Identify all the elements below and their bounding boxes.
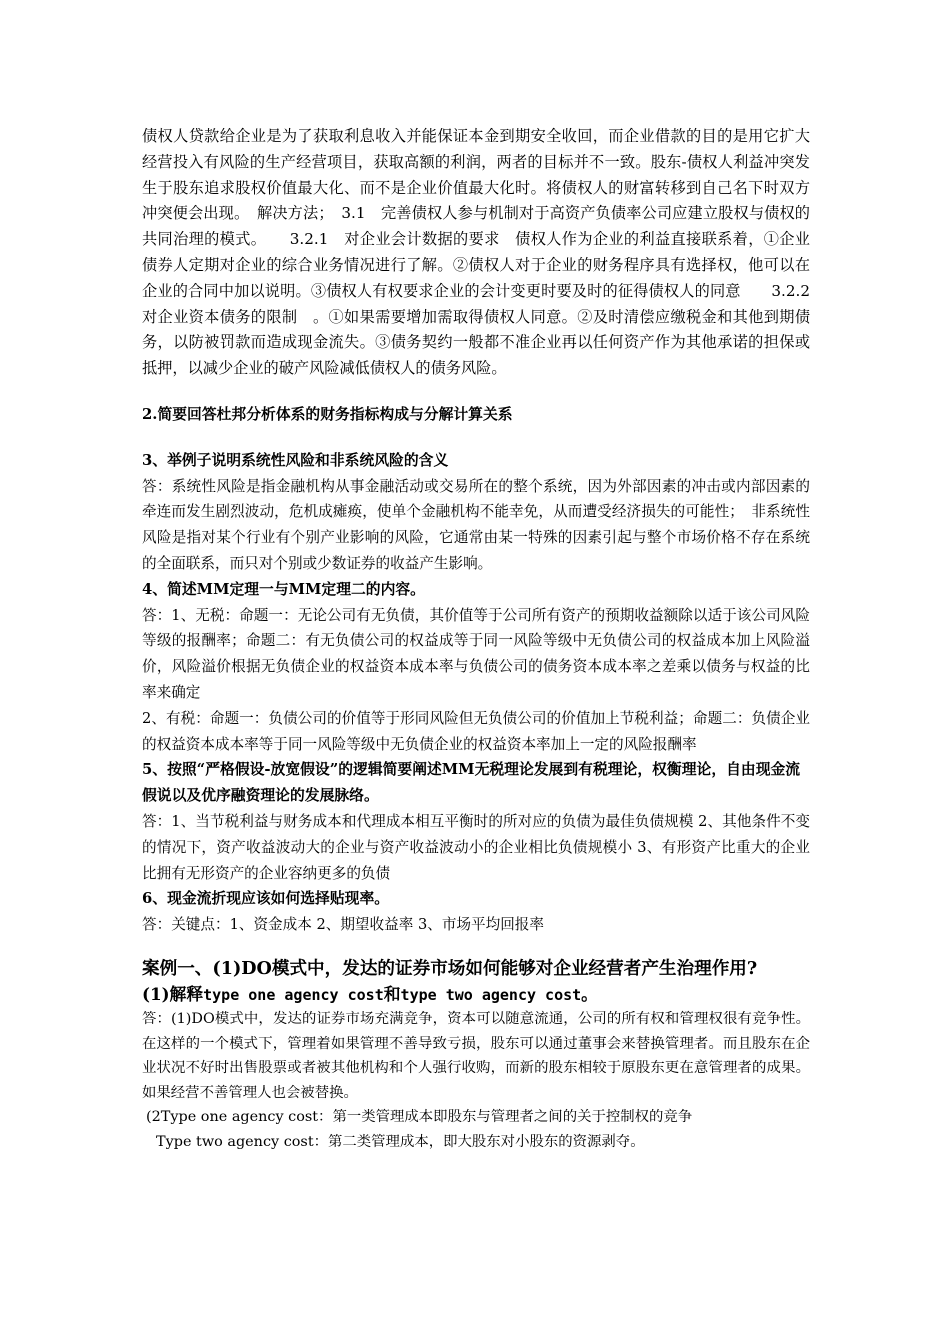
case-1-title: 案例一、(1)DO模式中，发达的证券市场如何能够对企业经营者产生治理作用? [142, 957, 758, 979]
intro-paragraph: 债权人贷款给企业是为了获取利息收入并能保证本金到期安全收回，而企业借款的目的是用它扩大经营投入有风险的生产经营项目，获取高额的利润，两者的目标并不一致。股东-债权人利益冲突发生于股东追求股权价值最大化、而不是企业价值最大化时。将债权人的财富转移到自己名下时双方冲突便会出现。 解决方法； 3.1 完善债权人参与机制对于高资产负债率公司应建立股权与债权的共同治理的模式。 3.2.1 对企业会计数据的要求 债权人作为企业的利益直接联系着，①企业债券人定期对企业的综合业务情况进行了解。②债权人对于企业的财务程序具有选择权，他可以在企业的合同中加以说明。③债权人有权要求企业的会计变更时要及时的征得债权人的同意 3.2.2 对企业资本债务的限制 。①如果需要增加需取得债权人同意。②及时清偿应缴税金和其他到期债务，以防被罚款而造成现金流失。③债务契约一般都不准企业再以任何资产作为其他承诺的担保或抵押，以减少企业的破产风险减低债权人的债务风险。 [142, 127, 826, 378]
spacer [142, 428, 810, 448]
question-5-title: 5、按照“严格假设-放宽假设”的逻辑简要阐述MM无税理论发展到有税理论，权衡理论，自由现金流假说以及优序融资理论的发展脉络。 [142, 761, 801, 805]
case-1-sub-prefix: (1)解释 [142, 983, 204, 1004]
question-5-answer: 答：1、当节税利益与财务成本和代理成本相互平衡时的所对应的负债为最佳负债规模 2、其他条件不变的情况下，资产收益波动大的企业与资产收益波动小的企业相比负债规模小 3、有形资产比重大的企业比拥有无形资产的企业容纳更多的负债 [142, 812, 810, 882]
case-1-sub-end: 。 [581, 983, 598, 1004]
question-4-answer-with-tax: 2、有税：命题一：负债公司的价值等于形同风险但无负债公司的价值加上节税利益；命题二：负债企业的权益资本成本率等于同一风险等级中无负债企业的权益资本率加上一定的风险报酬率 [142, 709, 810, 753]
document-body [142, 124, 826, 1154]
case-1-answer-type-one: (2Type one agency cost：第一类管理成本即股东与管理者之间的关于控制权的竞争 [146, 1109, 693, 1126]
spacer [142, 938, 810, 956]
spacer [142, 382, 810, 402]
question-3-answer: 答：系统性风险是指金融机构从事金融活动或交易所在的整个系统，因为外部因素的冲击或内部因素的牵连而发生剧烈波动，危机成瘫痪，使单个金融机构不能幸免，从而遭受经济损失的可能性； 非系统性风险是指对某个行业有个别产业影响的风险，它通常由某一特殊的因素引起与整个市场价格不存在系统的全面联系，而只对个别或少数证券的收益产生影响。 [142, 477, 810, 572]
question-4-answer-no-tax: 答：1、无税：命题一：无论公司有无负债，其价值等于公司所有资产的预期收益额除以适于该公司风险等级的报酬率；命题二：有无负债公司的权益成等于同一风险等级中无负债公司的权益成本加上风险溢价，风险溢价根据无负债企业的权益资本成本率与负债公司的债务资本成本率之差乘以债务与权益的比率来确定 [142, 606, 810, 701]
question-6-answer: 答：关键点：1、资金成本 2、期望收益率 3、市场平均回报率 [142, 916, 544, 934]
question-2-title: 2.简要回答杜邦分析体系的财务指标构成与分解计算关系 [142, 405, 513, 423]
case-1-subtitle [142, 982, 810, 1007]
question-3-title: 3、举例子说明系统性风险和非系统风险的含义 [142, 451, 449, 469]
case-1-answer: 答：(1)DO模式中，发达的证券市场充满竞争，资本可以随意流通，公司的所有权和管理权很有竞争性。在这样的一个模式下，管理着如果管理不善导致亏损，股东可以通过董事会来替换管理者。而且股东在企业状况不好时出售股票或者被其他机构和个人强行收购，而新的股东相较于原股东更在意管理者的成果。如果经营不善管理人也会被替换。 [142, 1010, 810, 1101]
case-1-sub-and: 和 [383, 983, 401, 1004]
case-1-sub-term-2: type two agency cost [400, 985, 582, 1004]
question-4-title: 4、简述MM定理一与MM定理二的内容。 [142, 580, 425, 598]
case-1-sub-term-1: type one agency cost [203, 985, 384, 1004]
question-6-title: 6、现金流折现应该如何选择贴现率。 [142, 890, 390, 908]
case-1-answer-type-two: Type two agency cost：第二类管理成本，即大股东对小股东的资源剥夺。 [156, 1133, 645, 1150]
